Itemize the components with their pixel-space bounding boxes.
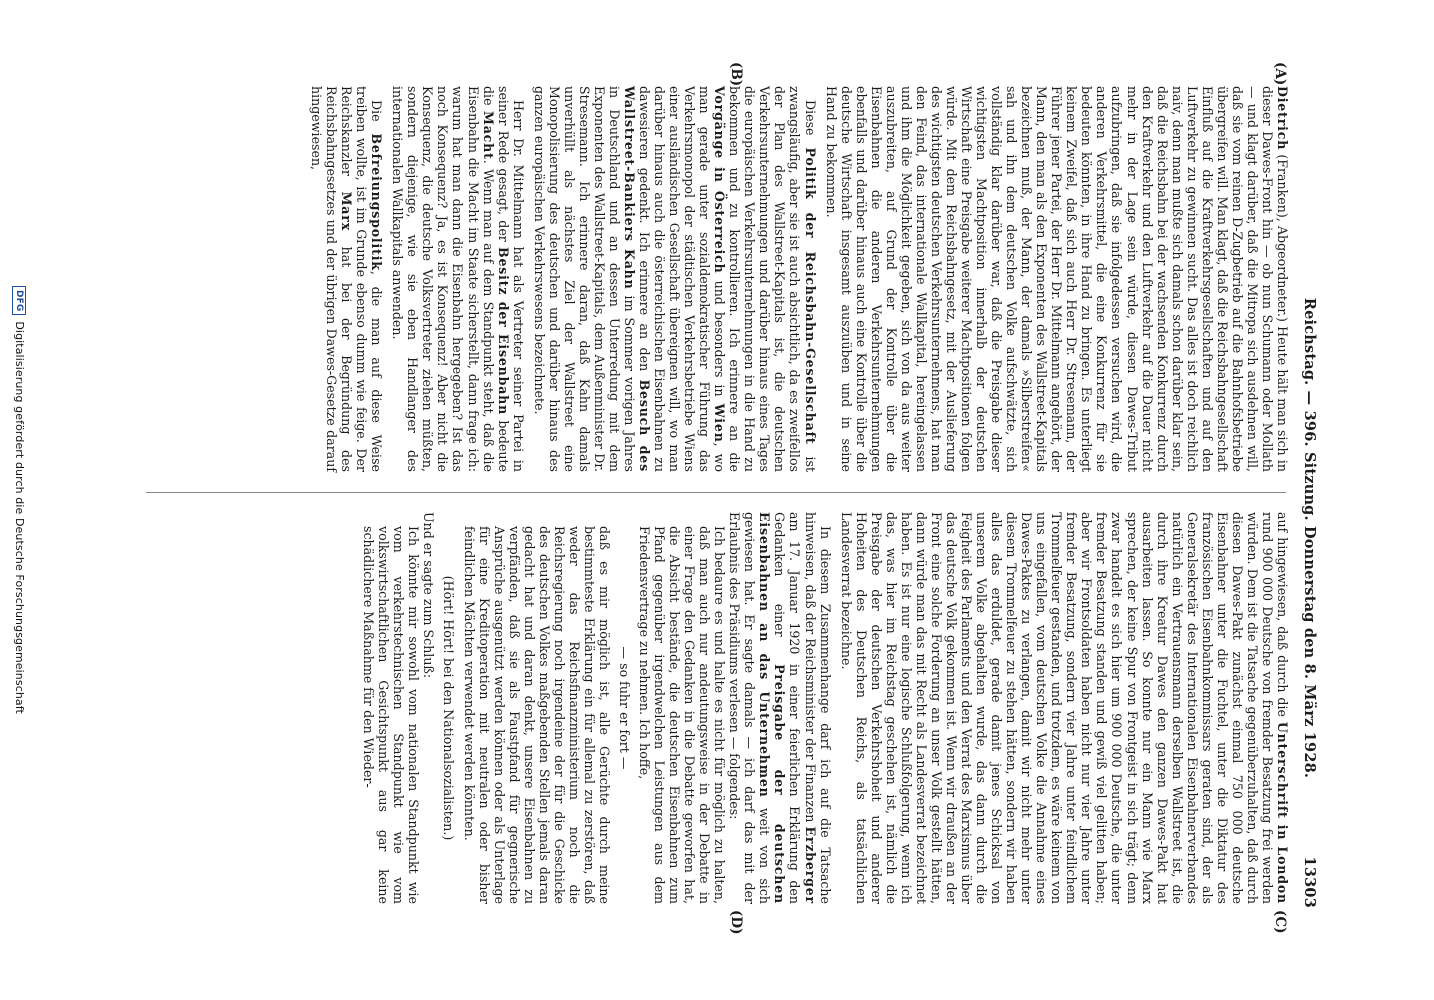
quotation: Ich bedaure es und halte es nicht für möglich zu halten, daß man auch nur andeutungsweise in der Debatte in einer Frage den Gedanken in die Debatte geworfen hat, die Absicht bestände, die deutschen Eisenbahnen zum Pfand gegenüber irgendwelchen Leistungen aus dem Friedensvertrage zu nehmen. Ich hoffe, (637, 526, 728, 904)
margin-marker-a: (A) (1272, 62, 1288, 86)
column-divider (146, 492, 1286, 493)
paragraph: Und er sagte zum Schluß: (421, 512, 437, 679)
dfg-logo: DFG (12, 286, 26, 315)
quotation: daß es mir möglich ist, alle Gerüchte durch meine bestimmteste Erklärung ein für allemal zu zerstören, daß weder das Reichsfinanzministerium noch die Reichsregierung noch irgendeine der für die Geschicke des deutschen Volkes maßgebenden Stellen jemals daran gedacht hat und daran denkt, unsere Eisenbahnen zu verpfänden, daß sie als Faustpfand für gegnerische Ansprüche ausgenützt werden können oder als Unterlage für eine Kreditoperation mit neutralen oder bisher feindlichen Mächten verwendet werden könnten. (461, 526, 612, 904)
emphasis: Politik der Reichsbahn-Gesellschaft (802, 147, 818, 445)
credit-text: Digitalisierung gefördert durch die Deutsche Forschungsgemeinschaft (13, 321, 26, 714)
margin-marker-b: (B) (728, 62, 744, 87)
paragraph: Herr Dr. Mittelmann hat als Vertreter seiner Partei in seiner Rede gesagt, der Besitz der Eisenbahn bedeute die Macht. Wenn man auf dem Standpunkt steht, daß die Eisenbahn die Macht im Staate sicherstellt, dann frage ich: warum hat man dann die Eisenbahn hergegeben? Ist das noch Konsequenz? Ja, es ist Konsequenz! Aber nicht die Konsequenz, die deutsche Volksvertreter ziehen müßten, sondern diejenige, wie sie eben Handlanger des internationalen Wallkapitals anwenden. (390, 86, 526, 472)
digitization-credit (12, 0, 26, 1000)
page-number: 13303 (1301, 856, 1318, 908)
page-header (1294, 88, 1318, 908)
paragraph: In diesem Zusammenhange darf ich auf die Tatsache hinweisen, daß der Reichsminister der Finanzen Erzberger am 17. Januar 1920 in einer feierlichen Erklärung den Gedanken einer Preisgabe der deutschen Eisenbahnen an das Unternehmen weit von sich gewiesen hat. Er sagte damals — ich darf das mit der Erlaubnis des Präsidiums verlesen — folgendes: (727, 512, 833, 904)
emphasis: Unterschrift in London (1275, 721, 1290, 905)
speaker-name: Dietrich (1275, 86, 1290, 151)
continuation-note: — so fuhr er fort — (616, 646, 632, 770)
emphasis: Befreiungspolitik (369, 133, 385, 271)
emphasis: Wien (712, 403, 728, 443)
emphasis: Marx (339, 191, 355, 232)
left-column (309, 86, 1290, 472)
quotation: Ich könnte mir sowohl vom nationalen Standpunkt wie vom verkehrstechnischen Standpunkt wie vom volkswirtschaftlichen Gesichtspunkt aus gar keine schädlichere Maßnahme für den Wieder- (361, 526, 422, 904)
paragraph: Diese Politik der Reichsbahn-Gesellschaft ist zwangsläufig, aber sie ist auch absichtlich, da es zweifellos der Plan des Wallstreet-Kapitals ist, die deutschen Verkehrsunternehmungen und darüber hinaus eines Tages die europäischen Verkehrsunternehmungen in die Hand zu bekommen und zu kontrollieren. Ich erinnere an die Vorgänge in Österreich und besonders in Wien, wo man gerade unter sozialdemokratischer Führung das Verkehrsmonopol der städtischen Verkehrsbetriebe Wiens einer ausländischen Gesellschaft übereignen will, wo man darüber hinaus auch die österreichischen Eisenbahnen zu dawesieren gedenkt. Ich erinnere an den Besuch des Wallstreet-Bankiers Kahn im Sommer vorigen Jahres in Deutschland und an dessen Unterredung mit dem Exponenten des Wallstreet-Kapitals, dem Außenminister Dr. Stresemann. Ich erinnere daran, daß Kahn damals unverhüllt als nächstes Ziel der Wallstreet eine Monopolisierung des deutschen und darüber hinaus des ganzen europäischen Verkehrswesens bezeichnete. (531, 86, 818, 473)
interjection: (Hört! Hört! bei den Nationalsozialisten.) (441, 575, 457, 841)
paragraph: Die Befreiungspolitik, die man auf diese Weise treiben wollte, ist im Grunde ebenso dumm wie feige. Der Reichskanzler Marx hat bei der Begründung des Reichsbahngesetzes und der übrigen Dawes-Gesetze darauf hingewiesen, (309, 86, 385, 473)
paragraph: Dietrich (Franken), Abgeordneter.) Heute hält man sich in dieser Dawes-Front hin — ob nun Schumann oder Mollath — und klagt darüber, daß die Mitropa sich ausdehnen will, daß sie vom reinen D-Zugbetrieb auf die Bahnhofsbetriebe übergreifen will. Man klagt, daß die Reichsbahngesellschaft Einfluß auf die Kraftverkehrsgesellschaften und auf den Luftverkehr zu gewinnen sucht. Das alles ist doch reichlich naiv, denn man mußte sich damals schon darüber klar sein, daß die Reichsbahn bei der wachsenden Konkurrenz durch den Kraftverkehr und den Luftverkehr auf die Dauer nicht mehr in der Lage sein würde, diesen Dawes-Tribut aufzubringen, daß sie infolgedessen versuchen wird, die anderen Verkehrsmittel, die eine Konkurrenz für sie bedeuten könnten, in ihre Hand zu bringen. Es unterliegt keinem Zweifel, daß sich auch Herr Dr. Stresemann, der Führer jener Partei, der Herr Dr. Mittelmann angehört, der Mann, den man als den Exponenten des Wallstreet-Kapitals bezeichnen muß, der Mann, der damals »Silberstreifen« sah und ihn dem deutschen Volke aufschwätzte, sich vollständig klar darüber war, daß die Preisgabe dieser wichtigsten Machtposition innerhalb der deutschen Wirtschaft eine Preisgabe weiterer Machtpositionen folgen würde. Mit dem Reichsbahngesetz, mit der Auslieferung des wichtigsten deutschen Verkehrsunternehmens, hat man den Feind, das internationale Wallkapital, hereingelassen und ihm die Möglichkeit gegeben, sich von da aus weiter auszubreiten, auf Grund der Kontrolle über die Eisenbahnen die anderen Verkehrsunternehmungen ebenfalls und darüber hinaus auch eine Kontrolle über die deutsche Wirtschaft insgesamt auszuüben und in seine Hand zu bekommen. (823, 86, 1290, 472)
margin-marker-c: (C) (1272, 910, 1288, 934)
emphasis: Besuch des Wallstreet-Bankiers Kahn (621, 86, 653, 472)
emphasis: Besitz der Eisenbahn (495, 247, 511, 416)
emphasis: Vorgänge in Österreich (712, 86, 728, 274)
emphasis: Erzberger (802, 826, 818, 904)
emphasis: Macht (480, 110, 496, 160)
right-column (361, 512, 1290, 904)
paragraph: auf hingewiesen, daß durch die Unterschrift in London rund 900 000 Deutsche von fremder Besatzung frei werden würden. Dem ist die Tatsache gegenüberzuhalten, daß durch diesen Dawes-Pakt zunächst einmal 750 000 deutsche Eisenbahner unter die Fuchtel, unter die Diktatur des französischen Eisenbahnkommissars geraten sind, der als Generalsekretär des Internationalen Eisenbahnerverbandes natürlich ein Vertrauensmann derselben Wallstreet ist, die durch ihre Kreatur Dawes den ganzen Dawes-Pakt hat ausarbeiten lassen. So konnte nur ein Mann wie Marx sprechen, der keine Spur von Frontgeist in sich trägt; denn zwar handelt es sich hier um 900 000 Deutsche, die unter fremder Besatzung standen und gewiß viel gelitten haben; aber wir Frontsoldaten haben nicht nur vier Jahre unter fremder Besatzung, sondern vier Jahre unter feindlichem Trommelfeuer gestanden, und trotzdem, es wäre keinem von uns eingefallen, vom deutschen Volke die Annahme eines Dawes-Paktes zu verlangen, damit wir nicht mehr unter diesem Trommelfeuer zu stehen hätten, sondern wir haben alles das erduldet, gerade damit jenes Schicksal von unserem Volke abgehalten wurde, das dann durch die Feigheit des Parlaments und den Verrat des Marxismus über das deutsche Volk gekommen ist. Wenn wir draußen an der Front eine solche Forderung an unser Volk gestellt hätten, dann würde man das mit Recht als Landesverrat bezeichnet haben. Es ist nur eine logische Schlußfolgerung, wenn ich das, was hier im Reichstag geschehen ist, nämlich die Preisgabe der deutschen Verkehrshoheit und anderer Hoheiten des Deutschen Reichs, als tatsächlichen Landesverrat bezeichne. (838, 512, 1290, 905)
margin-marker-d: (D) (728, 910, 744, 935)
emphasis: Preisgabe der deutschen Eisenbahnen an das Unternehmen (757, 512, 788, 904)
page-title: Reichstag. — 396. Sitzung. Donnerstag den 8. März 1928. (1301, 297, 1318, 779)
